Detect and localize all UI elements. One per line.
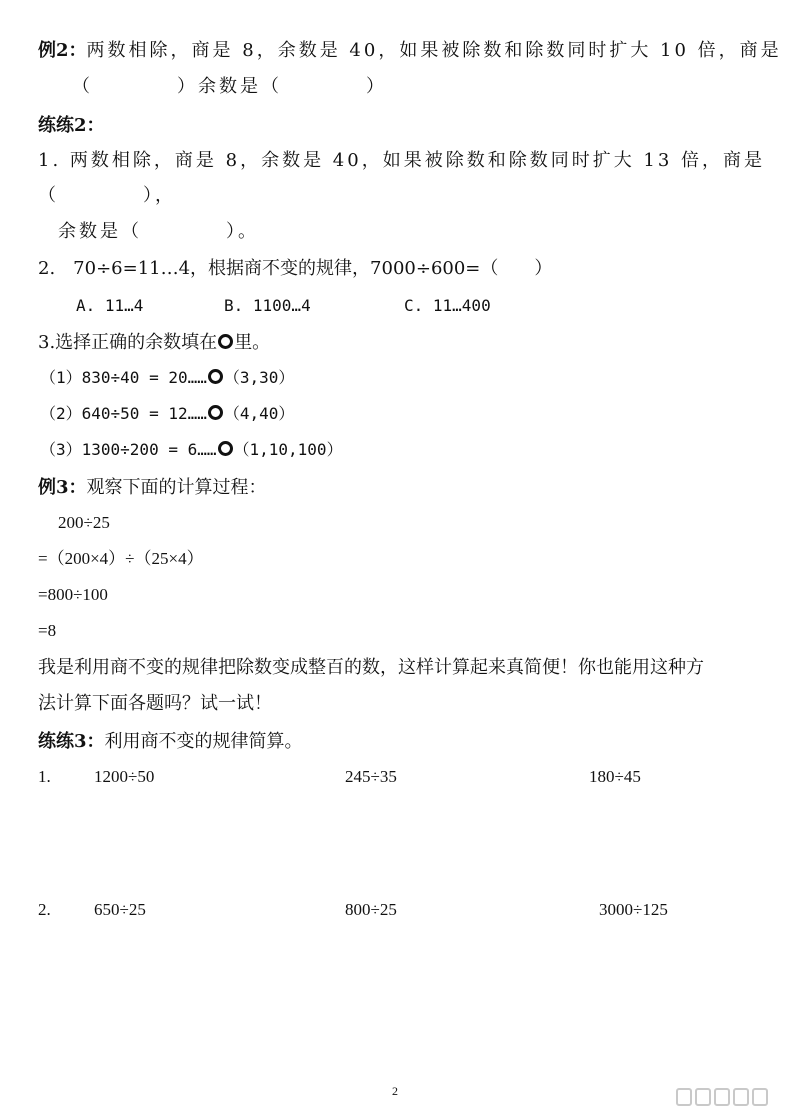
example3-text: 观察下面的计算过程： (86, 477, 267, 498)
practice3-row2-number: 2. (38, 900, 51, 919)
practice3-row2-item2: 800÷25 (345, 900, 397, 919)
practice3-heading (38, 731, 303, 753)
watermark-block-icon (695, 1088, 711, 1106)
example3-paragraph-line1: 我是利用商不变的规律把除数变成整百的数，这样计算起来真简便！你也能用这种方 (38, 657, 704, 678)
watermark-block-icon (733, 1088, 749, 1106)
example3-step-4: =8 (38, 621, 57, 640)
practice2-q1-line2: （ ）， (38, 185, 176, 206)
page-number: 2 (392, 1084, 398, 1098)
circle-icon (208, 405, 223, 420)
practice3-title: 练练3： (38, 731, 105, 752)
circle-icon (218, 441, 233, 456)
q3-item-3-choices: （1,10,100） (233, 440, 343, 459)
example3-heading (38, 477, 267, 499)
example3-label: 例3： (38, 477, 87, 498)
example3-step-1: 200÷25 (58, 513, 110, 532)
example2-line2: （ ）余数是（ ） (72, 76, 387, 97)
q3-item-1-expr: （1）830÷40 = 20…… (40, 368, 207, 387)
q3-item-3-expr: （3）1300÷200 = 6…… (40, 440, 217, 459)
circle-icon (218, 334, 233, 349)
practice3-row1-item3: 180÷45 (589, 767, 641, 786)
watermark-block-icon (676, 1088, 692, 1106)
q3-item-2-choices: （4,40） (223, 404, 295, 423)
practice2-q2-option-b: B. 1100…4 (224, 296, 311, 315)
practice2-q3-stem (38, 332, 270, 354)
practice2-q2-option-a: A. 11…4 (76, 296, 144, 315)
practice2-q3-stem-a: 3.选择正确的余数填在 (38, 332, 218, 353)
example3-paragraph-line2: 法计算下面各题吗？试一试！ (38, 693, 272, 714)
practice2-q1-line3: 余数是（ ）。 (58, 221, 259, 242)
practice3-text: 利用商不变的规律简算。 (104, 731, 303, 752)
example2-line1 (38, 40, 782, 62)
example3-step-2: =（200×4）÷（25×4） (38, 549, 204, 568)
practice2-q2-stem: 2. 70÷6=11…4，根据商不变的规律，7000÷600=（ ） (38, 258, 553, 279)
watermark-logo (676, 1088, 768, 1106)
example2-text: 两数相除，商是 8，余数是 40，如果被除数和除数同时扩大 10 倍，商是 (86, 40, 782, 61)
practice2-q3-stem-b: 里。 (234, 332, 271, 353)
practice3-row2-item3: 3000÷125 (599, 900, 668, 919)
q3-item-1-choices: （3,30） (223, 368, 295, 387)
watermark-block-icon (752, 1088, 768, 1106)
practice3-row1-item1: 1200÷50 (94, 767, 155, 786)
practice3-row2-item1: 650÷25 (94, 900, 146, 919)
circle-icon (208, 369, 223, 384)
example2-label: 例2： (38, 40, 87, 61)
practice2-q3-item-3 (40, 440, 343, 460)
practice2-title: 练练2： (38, 115, 105, 136)
practice2-q3-item-2 (40, 404, 294, 424)
practice3-row1-item2: 245÷35 (345, 767, 397, 786)
practice3-row1-number: 1. (38, 767, 51, 786)
practice2-q3-item-1 (40, 368, 294, 388)
practice2-q2-option-c: C. 11…400 (404, 296, 491, 315)
q3-item-2-expr: （2）640÷50 = 12…… (40, 404, 207, 423)
example3-step-3: =800÷100 (38, 585, 108, 604)
watermark-block-icon (714, 1088, 730, 1106)
practice2-q1-line1: 1. 两数相除，商是 8，余数是 40，如果被除数和除数同时扩大 13 倍，商是 (38, 150, 766, 171)
